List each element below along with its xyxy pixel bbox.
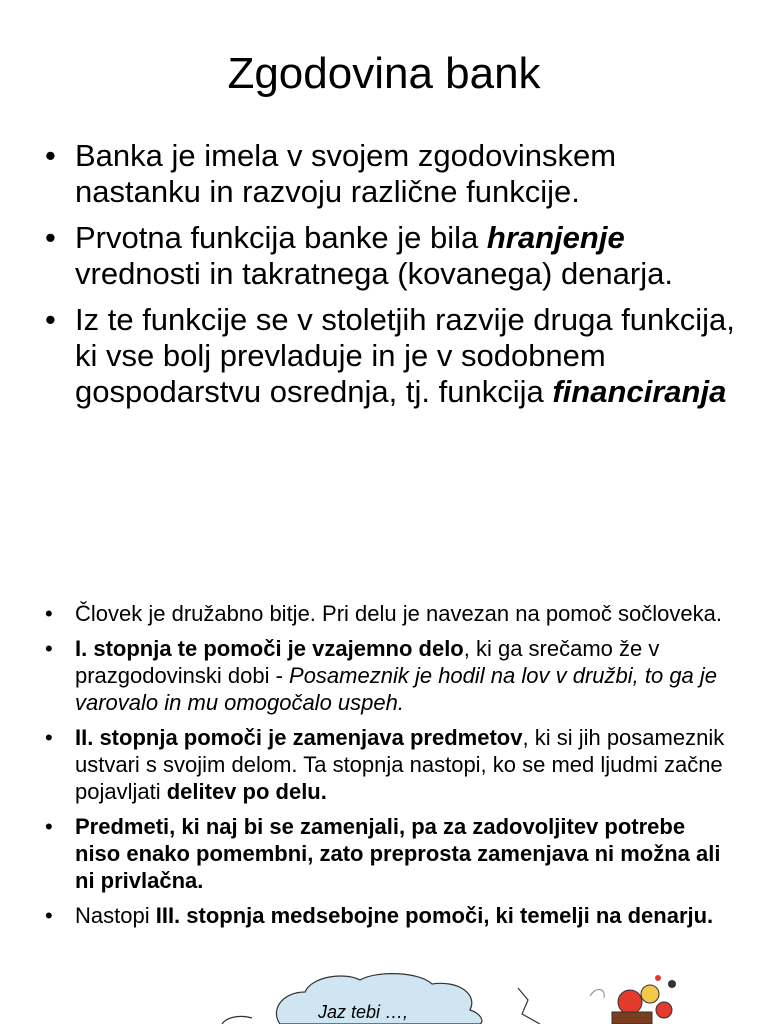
text-run: vrednosti in takratnega (kovanega) denarja. [75, 256, 673, 291]
list-item [45, 813, 725, 894]
bubble-text: Jaz tebi …, [318, 1002, 409, 1022]
list-item [45, 302, 745, 410]
text-run: Iz te funkcije se v stoletjih razvije druga funkcija, ki vse bolj prevladuje in je v sodobnem gospodarstvu osrednja, tj. funkcija [75, 302, 735, 409]
text-run: , ki ga srečamo že v prazgodovinski dobi - [75, 636, 660, 688]
text-run: delitev po delu. [166, 779, 327, 804]
bullet-icon: • [45, 814, 53, 839]
text-run: I. stopnja te pomoči je vzajemno delo [75, 636, 464, 661]
bullet-icon: • [45, 725, 53, 750]
bullet-icon: • [45, 138, 56, 173]
secondary-bullet-list [45, 600, 725, 937]
list-item [45, 220, 745, 292]
list-item [45, 724, 725, 805]
cartoon-figure-icon [518, 975, 676, 1024]
text-run: Predmeti, ki naj bi se zamenjali, pa za zadovoljitev potrebe niso enako pomembni, zato preprosta zamenjava ni možna ali ni privlačna. [75, 814, 721, 893]
text-run: financiranja [552, 374, 727, 409]
bullet-icon: • [45, 220, 56, 255]
list-item [45, 635, 725, 716]
list-item [45, 138, 745, 210]
text-run: Človek je družabno bitje. Pri delu je navezan na pomoč sočloveka. [75, 601, 722, 626]
text-run: II. stopnja pomoči je zamenjava predmetov [75, 725, 523, 750]
page-title: Zgodovina bank [227, 49, 541, 98]
bullet-icon: • [45, 601, 53, 626]
bullet-icon: • [45, 302, 56, 337]
bullet-icon: • [45, 636, 53, 661]
text-run: III. stopnja medsebojne pomoči, ki temelji na denarju. [155, 903, 714, 928]
text-run: Posameznik je hodil na lov v družbi, to ga je varovalo in mu omogočalo uspeh. [75, 663, 718, 715]
bullet-icon: • [45, 903, 53, 928]
text-run: hranjenje [486, 220, 625, 255]
cloud-edge-icon [222, 1016, 252, 1024]
list-item [45, 902, 725, 929]
text-run: Prvotna funkcija banke je bila [75, 220, 487, 255]
text-run: , ki si jih posameznik ustvari s svojim delom. Ta stopnja nastopi, ko se med ljudmi začne pojavljati [75, 725, 725, 804]
cartoon-illustration [0, 970, 768, 1024]
text-run: Banka je imela v svojem zgodovinskem nastanku in razvoju različne funkcije. [75, 138, 617, 209]
text-run: Nastopi [75, 903, 156, 928]
main-bullet-list [45, 138, 745, 420]
list-item [45, 600, 725, 627]
